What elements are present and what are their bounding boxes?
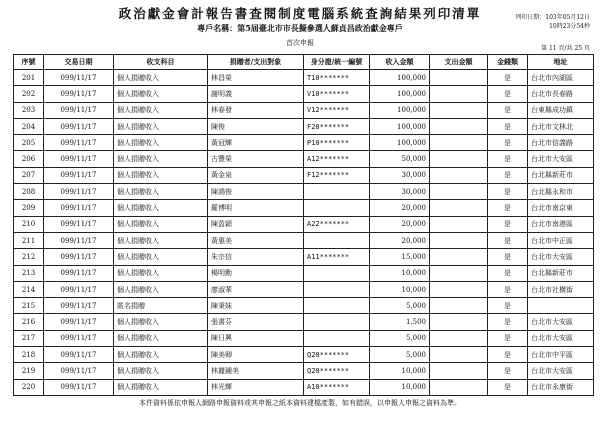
cell-date: 099/11/17 bbox=[44, 102, 114, 118]
cell-address: 台北市大安區 bbox=[528, 314, 594, 330]
cell-expense bbox=[430, 347, 488, 363]
table-row bbox=[14, 184, 594, 200]
table-row bbox=[14, 265, 594, 281]
cell-donor: 楊明勳 bbox=[208, 265, 304, 281]
cell-expense bbox=[430, 184, 488, 200]
cell-cash: 是 bbox=[488, 330, 528, 346]
cell-date: 099/11/17 bbox=[44, 200, 114, 216]
cell-income: 10,000 bbox=[370, 379, 430, 395]
cell-id: Q20******* bbox=[304, 347, 370, 363]
cell-donor: 羅博明 bbox=[208, 200, 304, 216]
table-row bbox=[14, 363, 594, 379]
cell-id: A12******* bbox=[304, 151, 370, 167]
header-address: 地址 bbox=[528, 55, 594, 70]
cell-seq: 214 bbox=[14, 281, 44, 297]
cell-address: 台北市大安區 bbox=[528, 151, 594, 167]
cell-category: 個人捐贈收入 bbox=[114, 70, 208, 86]
cell-address: 台北市信義路 bbox=[528, 135, 594, 151]
cell-seq: 203 bbox=[14, 102, 44, 118]
cell-expense bbox=[430, 232, 488, 248]
cell-cash: 是 bbox=[488, 281, 528, 297]
cell-address: 台北縣新莊市 bbox=[528, 167, 594, 183]
cell-income: 10,000 bbox=[370, 281, 430, 297]
cell-cash: 是 bbox=[488, 379, 528, 395]
cell-income: 100,000 bbox=[370, 118, 430, 134]
table-row bbox=[14, 330, 594, 346]
cell-donor: 黃冠輝 bbox=[208, 135, 304, 151]
cell-expense bbox=[430, 265, 488, 281]
cell-seq: 204 bbox=[14, 118, 44, 134]
cell-cash: 是 bbox=[488, 363, 528, 379]
cell-address: 台北市大安區 bbox=[528, 249, 594, 265]
cell-donor: 陳鴻俊 bbox=[208, 184, 304, 200]
cell-seq: 213 bbox=[14, 265, 44, 281]
cell-expense bbox=[430, 200, 488, 216]
cell-donor: 黃惠美 bbox=[208, 232, 304, 248]
cell-date: 099/11/17 bbox=[44, 298, 114, 314]
cell-id: A11******* bbox=[304, 249, 370, 265]
cell-seq: 219 bbox=[14, 363, 44, 379]
header-id: 身分證/統一編號 bbox=[304, 55, 370, 70]
cell-donor: 陳日興 bbox=[208, 330, 304, 346]
cell-cash: 是 bbox=[488, 118, 528, 134]
cell-donor: 廖淑華 bbox=[208, 281, 304, 297]
page-info: 第 11 頁/共 25 頁 bbox=[541, 45, 590, 52]
cell-income: 1,500 bbox=[370, 314, 430, 330]
cell-date: 099/11/17 bbox=[44, 314, 114, 330]
cell-donor: 陳盈穎 bbox=[208, 216, 304, 232]
table-row bbox=[14, 118, 594, 134]
cell-expense bbox=[430, 86, 488, 102]
cell-expense bbox=[430, 216, 488, 232]
cell-address: 台北市永康街 bbox=[528, 379, 594, 395]
cell-id bbox=[304, 265, 370, 281]
report-type: 首次申報 bbox=[286, 39, 314, 47]
table-row bbox=[14, 70, 594, 86]
cell-category: 個人捐贈收入 bbox=[114, 216, 208, 232]
cell-seq: 217 bbox=[14, 330, 44, 346]
cell-id bbox=[304, 184, 370, 200]
table-row bbox=[14, 281, 594, 297]
cell-income: 100,000 bbox=[370, 86, 430, 102]
footer-note: 本件資料係依申報人網路申報資料或其申報之紙本資料建檔產製，如有錯誤，以申報人申報之資料為準。 bbox=[139, 399, 461, 407]
cell-id: V12******* bbox=[304, 102, 370, 118]
cell-id bbox=[304, 330, 370, 346]
header-seq: 序號 bbox=[14, 55, 44, 70]
cell-donor: 林麗鍾美 bbox=[208, 363, 304, 379]
cell-cash: 是 bbox=[488, 135, 528, 151]
table-row bbox=[14, 379, 594, 395]
cell-donor: 黃金泉 bbox=[208, 167, 304, 183]
cell-income: 20,000 bbox=[370, 216, 430, 232]
cell-category: 個人捐贈收入 bbox=[114, 347, 208, 363]
cell-address: 台北市南京東 bbox=[528, 200, 594, 216]
cell-seq: 207 bbox=[14, 167, 44, 183]
cell-expense bbox=[430, 167, 488, 183]
cell-date: 099/11/17 bbox=[44, 379, 114, 395]
cell-id: Q20******* bbox=[304, 363, 370, 379]
cell-seq: 206 bbox=[14, 151, 44, 167]
cell-donor: 古豐榮 bbox=[208, 151, 304, 167]
cell-address: 台北市文林北 bbox=[528, 118, 594, 134]
cell-id: A22******* bbox=[304, 216, 370, 232]
cell-income: 5,000 bbox=[370, 330, 430, 346]
cell-expense bbox=[430, 363, 488, 379]
table-row bbox=[14, 232, 594, 248]
cell-category: 個人捐贈收入 bbox=[114, 314, 208, 330]
cell-date: 099/11/17 bbox=[44, 330, 114, 346]
cell-category: 個人捐贈收入 bbox=[114, 118, 208, 134]
cell-address: 台北市大安區 bbox=[528, 363, 594, 379]
cell-category: 個人捐贈收入 bbox=[114, 363, 208, 379]
table-row bbox=[14, 200, 594, 216]
cell-date: 099/11/17 bbox=[44, 167, 114, 183]
cell-cash: 是 bbox=[488, 314, 528, 330]
cell-seq: 211 bbox=[14, 232, 44, 248]
cell-income: 100,000 bbox=[370, 102, 430, 118]
cell-date: 099/11/17 bbox=[44, 281, 114, 297]
cell-seq: 216 bbox=[14, 314, 44, 330]
table-row bbox=[14, 249, 594, 265]
table-row bbox=[14, 167, 594, 183]
cell-donor: 謝明義 bbox=[208, 86, 304, 102]
cell-category: 個人捐贈收入 bbox=[114, 167, 208, 183]
table-row bbox=[14, 151, 594, 167]
cell-address: 台北市大安區 bbox=[528, 330, 594, 346]
cell-income: 5,000 bbox=[370, 347, 430, 363]
cell-seq: 201 bbox=[14, 70, 44, 86]
cell-donor: 陳美卿 bbox=[208, 347, 304, 363]
cell-category: 個人捐贈收入 bbox=[114, 232, 208, 248]
cell-address bbox=[528, 298, 594, 314]
table-row bbox=[14, 347, 594, 363]
cell-expense bbox=[430, 314, 488, 330]
cell-expense bbox=[430, 151, 488, 167]
cell-address: 台北市中平區 bbox=[528, 347, 594, 363]
cell-donor: 朱宗信 bbox=[208, 249, 304, 265]
cell-cash: 是 bbox=[488, 184, 528, 200]
cell-date: 099/11/17 bbox=[44, 118, 114, 134]
cell-address: 台北市南港區 bbox=[528, 216, 594, 232]
cell-expense bbox=[430, 118, 488, 134]
cell-expense bbox=[430, 379, 488, 395]
cell-date: 099/11/17 bbox=[44, 216, 114, 232]
cell-id bbox=[304, 298, 370, 314]
cell-address: 台東縣成功鎮 bbox=[528, 102, 594, 118]
cell-cash: 是 bbox=[488, 265, 528, 281]
cell-seq: 220 bbox=[14, 379, 44, 395]
cell-address: 台北縣永和市 bbox=[528, 184, 594, 200]
cell-cash: 是 bbox=[488, 200, 528, 216]
cell-expense bbox=[430, 102, 488, 118]
cell-id bbox=[304, 200, 370, 216]
cell-cash: 是 bbox=[488, 347, 528, 363]
cell-address: 台北縣新莊市 bbox=[528, 265, 594, 281]
table-row bbox=[14, 135, 594, 151]
cell-donor: 陳秉妹 bbox=[208, 298, 304, 314]
cell-id: T10******* bbox=[304, 70, 370, 86]
cell-donor: 張書芬 bbox=[208, 314, 304, 330]
cell-donor: 林春發 bbox=[208, 102, 304, 118]
cell-date: 099/11/17 bbox=[44, 363, 114, 379]
table-row bbox=[14, 314, 594, 330]
cell-address: 台北市社横街 bbox=[528, 281, 594, 297]
cell-expense bbox=[430, 298, 488, 314]
cell-address: 台北市中正區 bbox=[528, 232, 594, 248]
header-category: 收支科目 bbox=[114, 55, 208, 70]
cell-id bbox=[304, 314, 370, 330]
cell-income: 10,000 bbox=[370, 363, 430, 379]
cell-date: 099/11/17 bbox=[44, 86, 114, 102]
cell-income: 20,000 bbox=[370, 200, 430, 216]
cell-date: 099/11/17 bbox=[44, 265, 114, 281]
cell-income: 5,000 bbox=[370, 298, 430, 314]
cell-id bbox=[304, 281, 370, 297]
cell-date: 099/11/17 bbox=[44, 184, 114, 200]
cell-category: 個人捐贈收入 bbox=[114, 265, 208, 281]
cell-category: 個人捐贈收入 bbox=[114, 135, 208, 151]
cell-income: 100,000 bbox=[370, 70, 430, 86]
table-row bbox=[14, 86, 594, 102]
cell-cash: 是 bbox=[488, 102, 528, 118]
header-expense: 支出金額 bbox=[430, 55, 488, 70]
cell-date: 099/11/17 bbox=[44, 347, 114, 363]
cell-expense bbox=[430, 330, 488, 346]
header-cash: 金錢類 bbox=[488, 55, 528, 70]
cell-donor: 林昌榮 bbox=[208, 70, 304, 86]
cell-seq: 212 bbox=[14, 249, 44, 265]
cell-category: 個人捐贈收入 bbox=[114, 281, 208, 297]
cell-date: 099/11/17 bbox=[44, 151, 114, 167]
cell-seq: 218 bbox=[14, 347, 44, 363]
cell-cash: 是 bbox=[488, 70, 528, 86]
header-donor: 捐贈者/支出對象 bbox=[208, 55, 304, 70]
cell-income: 30,000 bbox=[370, 167, 430, 183]
cell-seq: 209 bbox=[14, 200, 44, 216]
cell-id: P10******* bbox=[304, 135, 370, 151]
table-row bbox=[14, 216, 594, 232]
account-name: 專戶名稱：第5屆臺北市市長擬參選人蘇貞昌政治獻金專戶 bbox=[197, 23, 403, 33]
cell-income: 30,000 bbox=[370, 184, 430, 200]
table-row bbox=[14, 102, 594, 118]
print-time: 10時23分54秒 bbox=[549, 23, 590, 30]
cell-id: F20******* bbox=[304, 118, 370, 134]
records-table bbox=[13, 54, 594, 396]
table-row bbox=[14, 298, 594, 314]
cell-category: 個人捐贈收入 bbox=[114, 86, 208, 102]
cell-category: 個人捐贈收入 bbox=[114, 151, 208, 167]
cell-category: 個人捐贈收入 bbox=[114, 330, 208, 346]
cell-income: 10,000 bbox=[370, 265, 430, 281]
cell-category: 個人捐贈收入 bbox=[114, 200, 208, 216]
cell-cash: 是 bbox=[488, 167, 528, 183]
cell-expense bbox=[430, 135, 488, 151]
cell-income: 20,000 bbox=[370, 232, 430, 248]
header-income: 收入金額 bbox=[370, 55, 430, 70]
cell-expense bbox=[430, 249, 488, 265]
cell-cash: 是 bbox=[488, 249, 528, 265]
page-title: 政治獻金會計報告書查閱制度電腦系統查詢結果列印清單 bbox=[118, 6, 482, 21]
cell-category: 個人捐贈收入 bbox=[114, 379, 208, 395]
cell-id: V10******* bbox=[304, 86, 370, 102]
cell-date: 099/11/17 bbox=[44, 249, 114, 265]
cell-category: 個人捐贈收入 bbox=[114, 184, 208, 200]
cell-donor: 陳俊 bbox=[208, 118, 304, 134]
cell-cash: 是 bbox=[488, 151, 528, 167]
cell-id: A10******* bbox=[304, 379, 370, 395]
cell-income: 100,000 bbox=[370, 135, 430, 151]
cell-id bbox=[304, 232, 370, 248]
cell-income: 15,000 bbox=[370, 249, 430, 265]
cell-id: F12******* bbox=[304, 167, 370, 183]
cell-seq: 208 bbox=[14, 184, 44, 200]
cell-expense bbox=[430, 70, 488, 86]
cell-date: 099/11/17 bbox=[44, 232, 114, 248]
cell-date: 099/11/17 bbox=[44, 135, 114, 151]
cell-income: 50,000 bbox=[370, 151, 430, 167]
cell-cash: 是 bbox=[488, 232, 528, 248]
cell-cash: 是 bbox=[488, 86, 528, 102]
cell-category: 匿名捐贈 bbox=[114, 298, 208, 314]
cell-seq: 202 bbox=[14, 86, 44, 102]
table-header-row bbox=[14, 55, 594, 70]
cell-donor: 林光輝 bbox=[208, 379, 304, 395]
cell-date: 099/11/17 bbox=[44, 70, 114, 86]
cell-seq: 205 bbox=[14, 135, 44, 151]
cell-category: 個人捐贈收入 bbox=[114, 249, 208, 265]
print-date: 列印日期：103年05月12日 bbox=[515, 14, 590, 21]
cell-expense bbox=[430, 281, 488, 297]
header-date: 交易日期 bbox=[44, 55, 114, 70]
cell-cash: 是 bbox=[488, 298, 528, 314]
cell-cash: 是 bbox=[488, 216, 528, 232]
cell-address: 台北市長春路 bbox=[528, 86, 594, 102]
cell-seq: 215 bbox=[14, 298, 44, 314]
cell-category: 個人捐贈收入 bbox=[114, 102, 208, 118]
cell-seq: 210 bbox=[14, 216, 44, 232]
cell-address: 台北市內湖區 bbox=[528, 70, 594, 86]
